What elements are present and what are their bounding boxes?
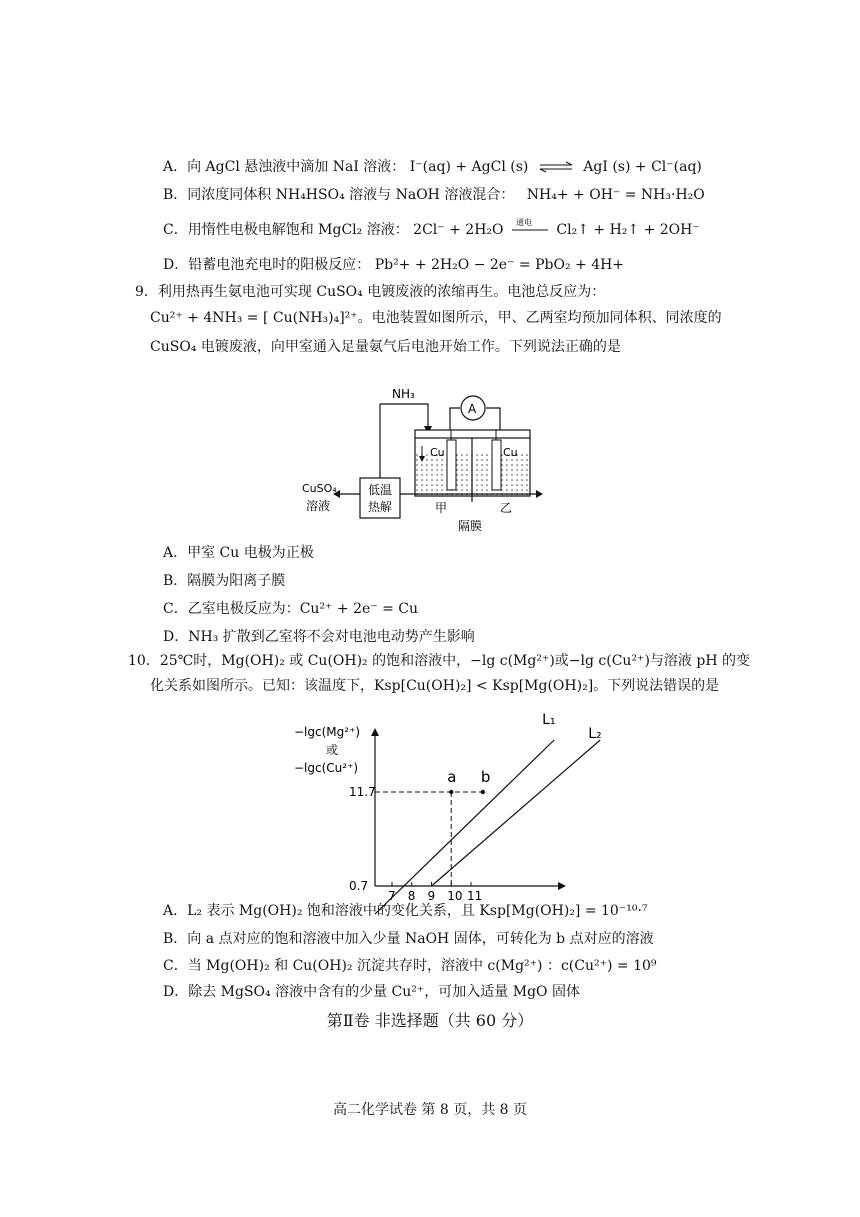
q10-chart	[290, 712, 602, 903]
cu-left-label: Cu	[430, 446, 445, 459]
q8-c-eq-left: 2Cl⁻ + 2H₂O	[413, 222, 504, 238]
series-label: L₂	[588, 726, 602, 742]
series-label: L₁	[542, 712, 556, 728]
y-axis-arrow-icon	[371, 728, 379, 736]
q8-a-eq-right: AgI (s) + Cl⁻(aq)	[583, 159, 702, 175]
box-label-2: 热解	[368, 500, 393, 514]
cu-right-label: Cu	[503, 446, 518, 459]
cu-electrode-right	[492, 440, 501, 490]
q10-option-b: B．向 a 点对应的饱和溶液中加入少量 NaOH 固体，可转化为 b 点对应的溶液	[163, 931, 654, 947]
point-label: a	[447, 768, 457, 786]
electrolysis-arrow-icon	[510, 218, 550, 233]
x-tick-label: 11	[467, 889, 483, 903]
q9-option-d: D．NH₃ 扩散到乙室将不会对电池电动势产生影响	[163, 629, 475, 645]
q9-option-c: C．乙室电极反应为：Cu²⁺ + 2e⁻ = Cu	[163, 601, 419, 617]
membrane-label: 隔膜	[458, 519, 483, 533]
q8-d-eq: Pb²+ + 2H₂O − 2e⁻ = PbO₂ + 4H+	[374, 257, 625, 273]
point-b	[481, 790, 485, 794]
q10-stem-2: 化关系如图所示。已知：该温度下，Ksp[Cu(OH)₂] < Ksp[Mg(OH)₂]。下列说法错误的是	[150, 678, 720, 694]
q10-option-a: A．L₂ 表示 Mg(OH)₂ 饱和溶液中的变化关系，且 Ksp[Mg(OH)₂] = 10⁻¹⁰·⁷	[163, 903, 648, 919]
x-axis-arrow-icon	[558, 882, 566, 890]
page-footer: 高二化学试卷 第 8 页，共 8 页	[332, 1102, 528, 1118]
y-tick-label: 0.7	[349, 879, 369, 893]
x-tick-label: 7	[388, 889, 396, 903]
q8-option-a	[163, 158, 702, 176]
nh3-label: NH₃	[392, 387, 415, 401]
q8-c-eq-right: Cl₂↑ + H₂↑ + 2OH⁻	[556, 222, 700, 238]
q8-c-arrow-label: 通电	[515, 218, 532, 227]
x-tick-label: 8	[407, 889, 416, 903]
q9-option-a: A．甲室 Cu 电极为正极	[163, 545, 314, 561]
cell-lid	[415, 430, 530, 438]
q10-stem-1: 10．25℃时，Mg(OH)₂ 或 Cu(OH)₂ 的饱和溶液中，−lg c(Mg²⁺)或−lg c(Cu²⁺)与溶液 pH 的变	[128, 653, 750, 669]
nh3-pipe-top	[380, 404, 428, 430]
q8-option-b	[163, 186, 705, 204]
q8-d-label: D．铅蓄电池充电时的阳极反应：	[163, 257, 371, 273]
ammeter-label: A	[468, 402, 477, 416]
x-tick-label: 10	[447, 889, 463, 903]
point-a	[449, 790, 453, 794]
series-line-1	[375, 740, 554, 914]
ylabel-2: 或	[326, 743, 339, 757]
series-line-2	[432, 740, 601, 886]
jia-label: 甲	[435, 501, 448, 515]
cuso4-label-2: 溶液	[306, 499, 331, 513]
section-title: 第Ⅱ卷 非选择题（共 60 分）	[326, 1011, 534, 1030]
q8-b-eq: NH₄+ + OH⁻ = NH₃·H₂O	[526, 187, 705, 203]
q9-stem-1: 9．利用热再生氨电池可实现 CuSO₄ 电镀废液的浓缩再生。电池总反应为：	[135, 284, 606, 300]
yi-label: 乙	[500, 501, 513, 515]
q8-c-label: C．用惰性电极电解饱和 MgCl₂ 溶液：	[163, 222, 409, 238]
q8-option-c	[163, 218, 700, 239]
q10-option-c: C．当 Mg(OH)₂ 和 Cu(OH)₂ 沉淀共存时，溶液中 c(Mg²⁺) ：c(Cu²⁺) = 10⁹	[163, 958, 657, 974]
q10-option-d: D．除去 MgSO₄ 溶液中含有的少量 Cu²⁺，可加入适量 MgO 固体	[163, 984, 580, 1000]
equilibrium-arrow-icon	[539, 162, 573, 172]
q9-stem-3: CuSO₄ 电镀废液，向甲室通入足量氨气后电池开始工作。下列说法正确的是	[150, 339, 621, 355]
cu-electrode-left	[447, 440, 456, 490]
point-label: b	[480, 768, 491, 786]
q8-a-label: A．向 AgCl 悬浊液中滴加 NaI 溶液：	[163, 159, 406, 175]
box-label-1: 低温	[368, 483, 393, 497]
q8-b-label: B．同浓度同体积 NH₄HSO₄ 溶液与 NaOH 溶液混合：	[163, 187, 515, 203]
q9-stem-2: Cu²⁺ + 4NH₃ = [ Cu(NH₃)₄]²⁺。电池装置如图所示，甲、乙两室均预加同体积、同浓度的	[150, 310, 722, 326]
q8-option-d	[163, 256, 624, 274]
y-tick-label: 11.7	[349, 785, 376, 799]
q9-cell-diagram	[300, 378, 560, 540]
ylabel-1: −lgc(Mg²⁺)	[294, 725, 361, 739]
ylabel-3: −lgc(Cu²⁺)	[294, 761, 359, 775]
q9-option-b: B．隔膜为阳离子膜	[163, 573, 286, 589]
x-tick-label: 9	[427, 889, 436, 903]
cuso4-label-1: CuSO₄	[302, 482, 337, 495]
q8-a-eq-left: I⁻(aq) + AgCl (s)	[409, 159, 529, 175]
